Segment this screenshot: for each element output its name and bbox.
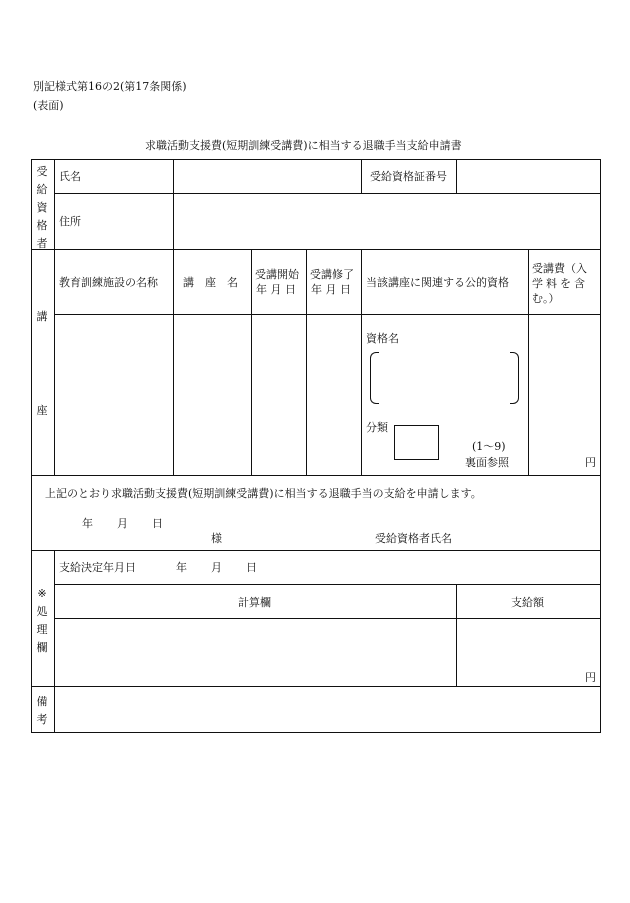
header-qualification: 当該講座に関連する公的資格 [366, 276, 509, 289]
date-month: 月 [117, 517, 128, 530]
left-bracket [370, 352, 379, 404]
address-label: 住所 [59, 215, 81, 228]
applicant-name-label: 受給資格者氏名 [375, 532, 452, 545]
category-label: 分類 [366, 421, 388, 434]
recipient-section-label: 受 給 資 格 者 [36, 165, 48, 250]
frame-left [31, 159, 32, 733]
line-course-col2 [251, 249, 252, 475]
date-year: 年 [82, 517, 93, 530]
header-fee-1: 受講費（入 [532, 262, 587, 275]
frame-right [600, 159, 601, 733]
qualification-name-label: 資格名 [366, 332, 399, 345]
header-fee-2: 学料を含 [532, 277, 588, 290]
addressee-sama: 様 [211, 532, 222, 545]
line-calc-header-bottom [54, 618, 601, 619]
right-bracket [510, 352, 519, 404]
declaration-statement: 上記のとおり求職活動支援費(短期訓練受講費)に相当する退職手当の支給を申請します。 [45, 487, 482, 500]
decision-month: 月 [211, 561, 222, 574]
line-decision-bottom [54, 584, 601, 585]
line-course-col3 [306, 249, 307, 475]
line-recipient-bottom [31, 249, 601, 250]
decision-date-label: 支給決定年月日 [59, 561, 136, 574]
amount-column-label: 支給額 [511, 596, 544, 609]
line-cert-left [361, 159, 362, 193]
calc-column-label: 計算欄 [238, 596, 271, 609]
line-amount-col [456, 584, 457, 686]
line-cert-right [456, 159, 457, 193]
form-side: (表面) [33, 99, 64, 112]
line-course-col1 [173, 249, 174, 475]
form-number: 別記様式第16の2(第17条関係) [33, 80, 187, 93]
line-label-col-lower [54, 550, 55, 733]
line-course-header-bottom [54, 314, 601, 315]
line-declaration-bottom [31, 550, 601, 551]
fee-yen: 円 [585, 456, 596, 469]
header-start-2: 年 月 日 [256, 283, 296, 296]
name-label: 氏名 [59, 170, 81, 183]
cert-number-label: 受給資格証番号 [370, 170, 447, 183]
amount-yen: 円 [585, 671, 596, 684]
header-start-1: 受講開始 [255, 268, 299, 281]
category-range: (1〜9) [472, 440, 506, 453]
line-top [31, 159, 601, 160]
line-label-col-upper [54, 159, 55, 475]
category-input-box[interactable] [394, 425, 439, 460]
header-facility: 教育訓練施設の名称 [59, 276, 158, 289]
decision-day: 日 [246, 561, 257, 574]
line-processing-bottom [31, 686, 601, 687]
header-end-2: 年 月 日 [311, 283, 351, 296]
header-course-name: 講 座 名 [183, 276, 238, 289]
decision-year: 年 [176, 561, 187, 574]
course-section-label-2: 座 [36, 404, 48, 417]
form-title: 求職活動支援費(短期訓練受講費)に相当する退職手当支給申請書 [145, 139, 462, 152]
processing-section-label: ※ 処 理 欄 [36, 587, 48, 654]
line-course-col4 [361, 249, 362, 475]
remarks-section-label: 備 考 [36, 695, 48, 726]
line-course-col5 [528, 249, 529, 475]
line-course-bottom [31, 475, 601, 476]
date-day: 日 [152, 517, 163, 530]
course-section-label-1: 講 [36, 310, 48, 323]
line-bottom [31, 732, 601, 733]
line-name-col [173, 159, 174, 249]
header-end-1: 受講修了 [310, 268, 354, 281]
see-reverse: 裏面参照 [465, 456, 509, 469]
header-fee-3: む。） [532, 292, 560, 305]
line-name-bottom [54, 193, 601, 194]
